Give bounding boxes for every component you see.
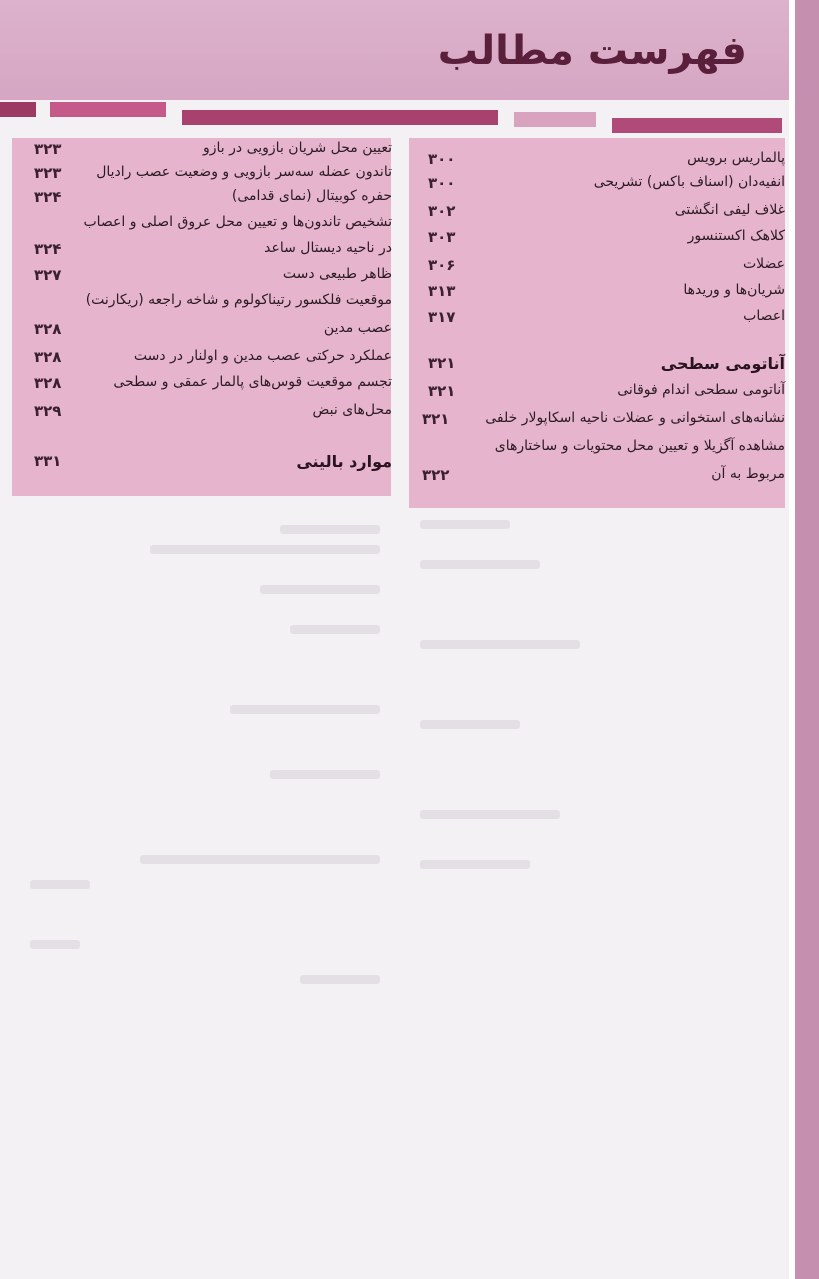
toc-entry[interactable]: تشخیص تاندون‌ها و تعیین محل عروق اصلی و اعصاب bbox=[83, 214, 392, 230]
page-number: ۳۲۸ bbox=[34, 320, 62, 338]
page-number: ۳۱۷ bbox=[428, 308, 456, 326]
page-number: ۳۲۱ bbox=[428, 354, 456, 372]
show-through-line bbox=[420, 560, 540, 569]
show-through-line bbox=[300, 975, 380, 984]
toc-entry[interactable]: ظاهر طبیعی دست ۳۲۷ bbox=[34, 266, 392, 284]
page-number: ۳۲۸ bbox=[34, 348, 62, 366]
toc-section-heading[interactable]: موارد بالینی ۳۳۱ bbox=[34, 452, 392, 471]
page-title: فهرست مطالب bbox=[437, 28, 747, 74]
toc-entry[interactable]: مشاهده آگزیلا و تعیین محل محتویات و ساختارهای bbox=[494, 438, 785, 454]
show-through-line bbox=[290, 625, 380, 634]
show-through-line bbox=[230, 705, 380, 714]
page-number: ۳۱۳ bbox=[428, 282, 456, 300]
page-number: ۳۰۲ bbox=[428, 202, 456, 220]
page-number: ۳۲۳ bbox=[34, 140, 62, 158]
toc-entry[interactable]: در ناحیه دیستال ساعد ۳۲۴ bbox=[34, 240, 392, 258]
toc-entry[interactable]: تجسم موقعیت قوس‌های پالمار عمقی و سطحی ۳۲۸ bbox=[34, 374, 392, 392]
page-number: ۳۲۱ bbox=[422, 410, 450, 428]
show-through-line bbox=[420, 860, 530, 869]
page-number: ۳۲۷ bbox=[34, 266, 62, 284]
toc-section-heading[interactable]: آناتومی سطحی ۳۲۱ bbox=[428, 354, 785, 373]
page-number: ۳۲۸ bbox=[34, 374, 62, 392]
page-number: ۳۲۳ bbox=[34, 164, 62, 182]
page-number: ۳۰۶ bbox=[428, 256, 456, 274]
toc-entry[interactable]: موقعیت فلکسور رتیناکولوم و شاخه راجعه (ریکارنت) bbox=[85, 292, 392, 308]
show-through-line bbox=[420, 720, 520, 729]
bar-segment bbox=[514, 112, 596, 127]
toc-entry[interactable]: کلاهک اکستنسور ۳۰۳ bbox=[428, 228, 785, 246]
show-through-line bbox=[420, 520, 510, 529]
bar-segment bbox=[0, 102, 36, 117]
page-edge bbox=[795, 0, 819, 1279]
toc-entry[interactable]: عصب مدین ۳۲۸ bbox=[34, 320, 392, 338]
show-through-line bbox=[280, 525, 380, 534]
bar-segment bbox=[182, 110, 498, 125]
show-through-line bbox=[30, 880, 90, 889]
toc-entry[interactable]: تعیین محل شریان بازویی در بازو ۳۲۳ bbox=[34, 140, 392, 158]
page-number: ۳۰۰ bbox=[428, 174, 456, 192]
toc-entry[interactable]: شریان‌ها و وریدها ۳۱۳ bbox=[428, 282, 785, 300]
page-number: ۳۲۴ bbox=[34, 240, 62, 258]
show-through-line bbox=[140, 855, 380, 864]
toc-entry[interactable]: انفیه‌دان (اسناف باکس) تشریحی ۳۰۰ bbox=[428, 174, 785, 192]
header-band bbox=[0, 0, 789, 100]
toc-entry[interactable]: عضلات ۳۰۶ bbox=[428, 256, 785, 274]
page-number: ۳۰۳ bbox=[428, 228, 456, 246]
toc-entry[interactable]: محل‌های نبض ۳۲۹ bbox=[34, 402, 392, 420]
page-number: ۳۲۴ bbox=[34, 188, 62, 206]
show-through-line bbox=[30, 940, 80, 949]
toc-entry[interactable]: اعصاب ۳۱۷ bbox=[428, 308, 785, 326]
show-through-line bbox=[260, 585, 380, 594]
page-number: ۳۲۱ bbox=[428, 382, 456, 400]
page-number: ۳۲۹ bbox=[34, 402, 62, 420]
bar-segment bbox=[50, 102, 166, 117]
toc-entry[interactable]: پالماریس برویس ۳۰۰ bbox=[428, 150, 785, 168]
show-through-line bbox=[150, 545, 380, 554]
show-through-line bbox=[270, 770, 380, 779]
page-number: ۳۲۲ bbox=[422, 466, 450, 484]
show-through-line bbox=[420, 640, 580, 649]
toc-entry[interactable]: نشانه‌های استخوانی و عضلات ناحیه اسکاپولار خلفی ۳۲۱ bbox=[422, 410, 785, 428]
toc-entry[interactable]: تاندون عضله سه‌سر بازویی و وضعیت عصب رادیال ۳۲۳ bbox=[34, 164, 392, 182]
toc-entry[interactable]: آناتومی سطحی اندام فوقانی ۳۲۱ bbox=[428, 382, 785, 400]
toc-entry[interactable]: عملکرد حرکتی عصب مدین و اولنار در دست ۳۲۸ bbox=[34, 348, 392, 366]
page-number: ۳۳۱ bbox=[34, 452, 62, 470]
page-number: ۳۰۰ bbox=[428, 150, 456, 168]
toc-entry[interactable]: مربوط به آن ۳۲۲ bbox=[422, 466, 785, 484]
show-through-line bbox=[420, 810, 560, 819]
decorative-bars bbox=[0, 102, 789, 134]
toc-entry[interactable]: غلاف لیفی انگشتی ۳۰۲ bbox=[428, 202, 785, 220]
bar-segment bbox=[612, 118, 782, 133]
toc-entry[interactable]: حفره کوبیتال (نمای قدامی) ۳۲۴ bbox=[34, 188, 392, 206]
